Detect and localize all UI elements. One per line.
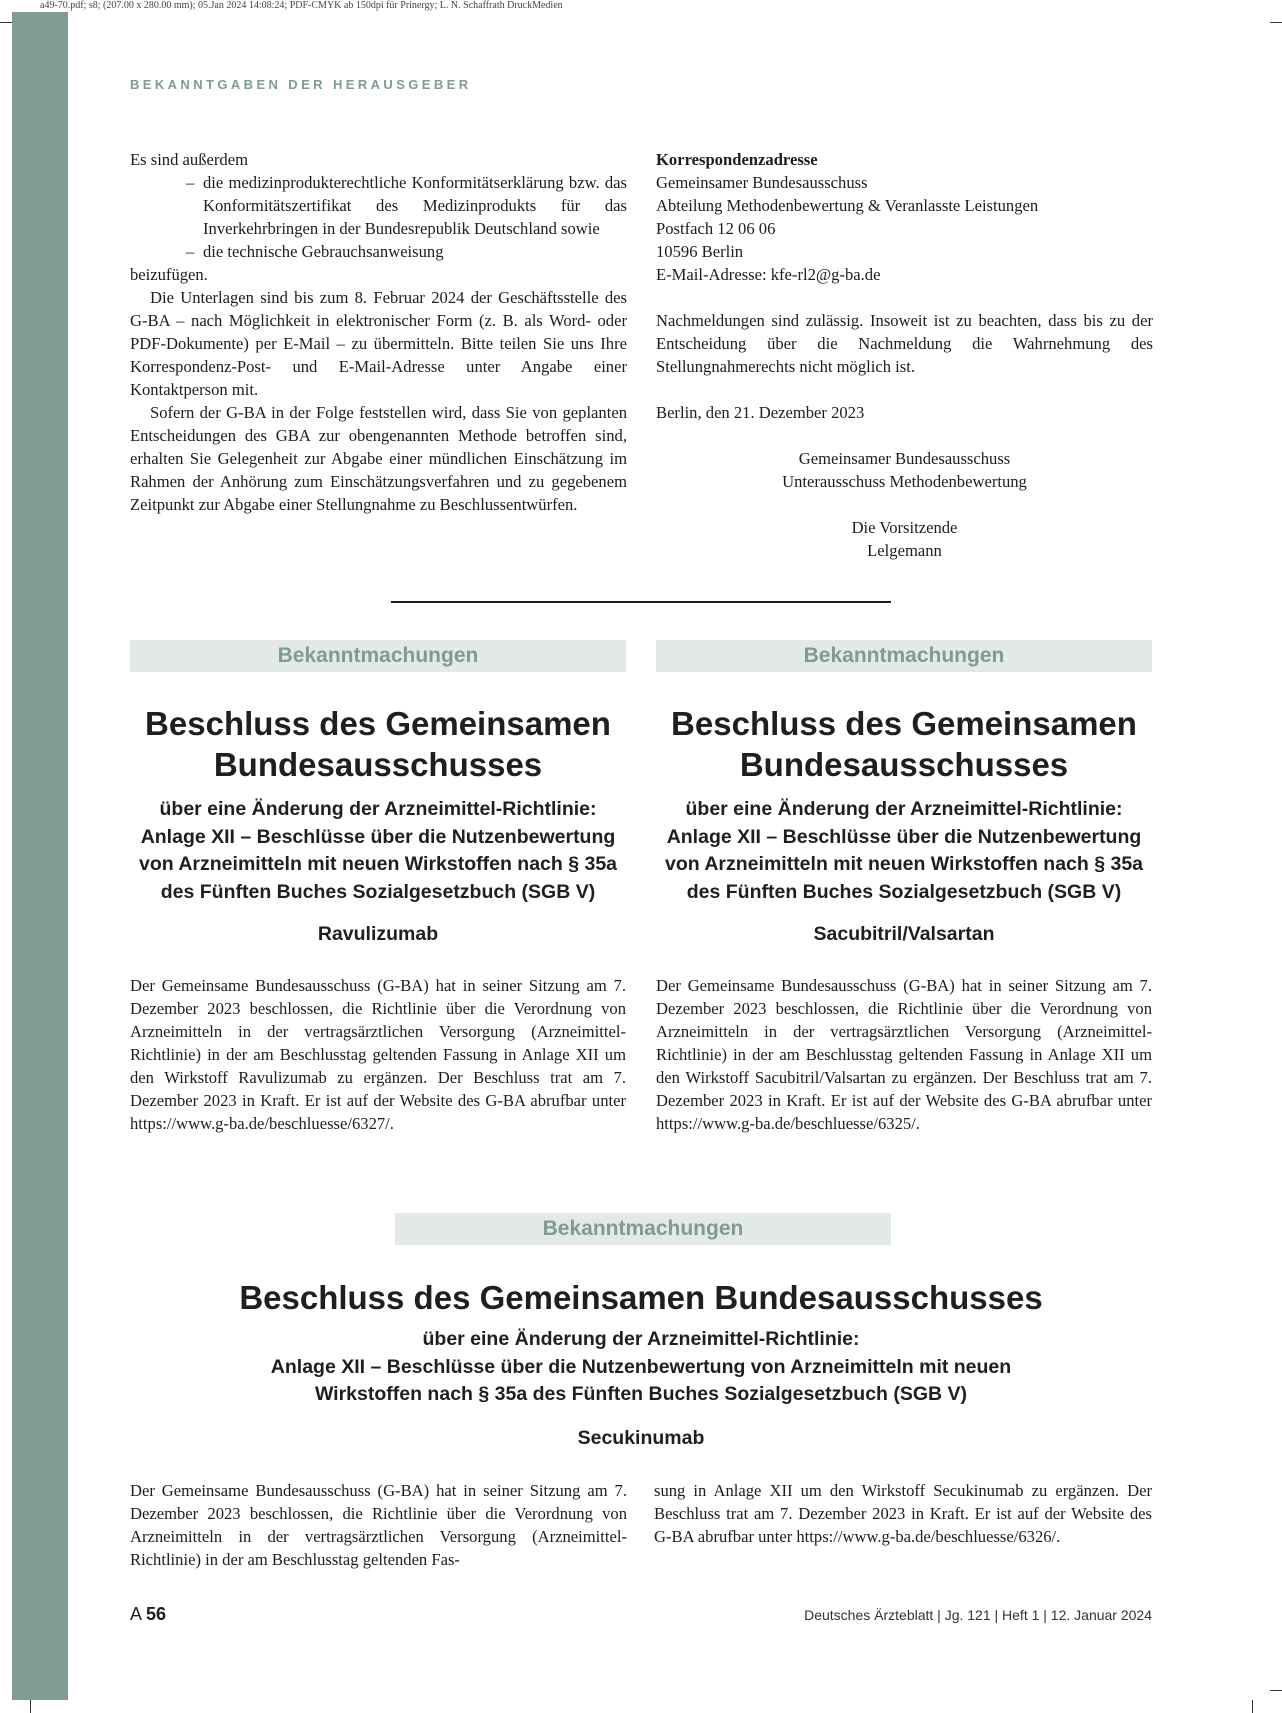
journal-info: Deutsches Ärzteblatt | Jg. 121 | Heft 1 | 12. Januar 2024 (804, 1607, 1152, 1623)
subtitle-line: des Fünften Buches Sozialgesetzbuch (SGB V) (686, 880, 1122, 903)
title-line: Beschluss des Gemeinsamen (145, 705, 611, 742)
address-heading: Korrespondenzadresse (656, 150, 818, 169)
signature-org: Unterausschuss Methodenbewertung (782, 472, 1027, 491)
subtitle-line: über eine Änderung der Arzneimittel-Richtlinie: (159, 798, 597, 820)
list-item: – die medizinprodukterechtliche Konformitätserklärung bzw. das Konformitätszertifikat des Medizinprodukts für das Inverkehrbringen in der Bundesrepublik Deutschland sowie (186, 173, 627, 238)
title-line: Beschluss des Gemeinsamen (671, 705, 1137, 742)
subtitle-line: Anlage XII – Beschlüsse über die Nutzenbewertung von Arzneimitteln mit neuen (270, 1355, 1012, 1378)
address-line: Gemeinsamer Bundesausschuss (656, 173, 868, 192)
title-line: Bundesausschusses (739, 746, 1069, 783)
list-item-text: die medizinprodukterechtliche Konformitätserklärung bzw. das Konformitätszertifikat des Medizinprodukts für das Inverkehrbringen in der Bundesrepublik Deutschland sowie (203, 173, 627, 238)
section-tag: Bekanntmachungen (656, 640, 1152, 672)
notice-body-left: Der Gemeinsame Bundesausschuss (G-BA) hat in seiner Sitzung am 7. Dezember 2023 beschlossen, die Richtlinie über die Verordnung von Arzneimitteln in der vertragsärztlichen Versorgung (Arzneimittel-Richtlinie) in der am Beschlusstag geltenden Fas- (130, 1481, 627, 1569)
subtitle-line: von Arzneimitteln mit neuen Wirkstoffen nach § 35a (138, 853, 618, 875)
top-right-column (656, 148, 1153, 562)
page-number-value: 56 (146, 1604, 167, 1624)
subtitle-line: von Arzneimitteln mit neuen Wirkstoffen nach § 35a (664, 853, 1144, 875)
title-line: Beschluss des Gemeinsamen Bundesausschusses (239, 1279, 1043, 1316)
notice-body: Der Gemeinsame Bundesausschuss (G-BA) hat in seiner Sitzung am 7. Dezember 2023 beschlossen, die Richtlinie über die Verordnung von Arzneimitteln in der vertragsärztlichen Versorgung (Arzneimittel-Richtlinie) in der am Beschlusstag geltenden Fassung in Anlage XII um den Wirkstoff Ravulizumab zu ergänzen. Der Beschluss trat am 7. Dezember 2023 in Kraft. Er ist auf der Website des G-BA abrufbar unter https://www.g-ba.de/beschluesse/6327/. (130, 976, 626, 1133)
signature-name: Lelgemann (867, 541, 942, 560)
notice-title (130, 703, 626, 785)
outro-text: beizufügen. (130, 265, 208, 284)
subtitle-line: des Fünften Buches Sozialgesetzbuch (SGB V) (160, 880, 596, 903)
subtitle-line: Anlage XII – Beschlüsse über die Nutzenbewertung (666, 825, 1142, 848)
section-tag: Bekanntmachungen (395, 1213, 891, 1245)
notice-body: Der Gemeinsame Bundesausschuss (G-BA) hat in seiner Sitzung am 7. Dezember 2023 beschlossen, die Richtlinie über die Verordnung von Arzneimitteln in der vertragsärztlichen Versorgung (Arzneimittel-Richtlinie) in der am Beschlusstag geltenden Fassung in Anlage XII um den Wirkstoff Sacubitril/Valsartan zu ergänzen. Der Beschluss trat am 7. Dezember 2023 in Kraft. Er ist auf der Website des G-BA abrufbar unter https://www.g-ba.de/beschluesse/6325/. (656, 976, 1152, 1133)
substance-name: Ravulizumab (317, 923, 439, 945)
top-left-column (130, 148, 627, 516)
note-text: Nachmeldungen sind zulässig. Insoweit ist zu beachten, dass bis zu der Entscheidung über die Nachmeldung die Wahrnehmung des Stellungnahmerechts nicht möglich ist. (656, 311, 1153, 376)
subtitle-line: Wirkstoffen nach § 35a des Fünften Buches Sozialgesetzbuch (SGB V) (314, 1383, 968, 1405)
signature-title: Die Vorsitzende (851, 518, 958, 537)
page-number (130, 1604, 166, 1625)
email-line: E-Mail-Adresse: kfe-rl2@g-ba.de (656, 265, 881, 284)
crop-mark (30, 1700, 31, 1713)
notice-subtitle (120, 796, 636, 906)
page-prefix: A (130, 1604, 142, 1624)
subtitle-line: Anlage XII – Beschlüsse über die Nutzenbewertung (140, 825, 616, 848)
substance-name: Sacubitril/Valsartan (813, 923, 995, 945)
section-tag: Bekanntmachungen (130, 640, 626, 672)
address-line: 10596 Berlin (656, 242, 744, 261)
notice-body-right: sung in Anlage XII um den Wirkstoff Secukinumab zu ergänzen. Der Beschluss trat am 7. Dezember 2023 in Kraft. Er ist auf der Website des G-BA abrufbar unter https://www.g-ba.de/beschluesse/6326/. (654, 1481, 1152, 1546)
crop-mark (0, 22, 12, 23)
crop-mark (1270, 1690, 1282, 1691)
subtitle-line: über eine Änderung der Arzneimittel-Richtlinie: (685, 798, 1123, 820)
notice-subtitle (646, 796, 1162, 906)
print-slug: a49-70.pdf; s8; (207.00 x 280.00 mm); 05.Jan 2024 14:08:24; PDF-CMYK ab 150dpi für Prinergy; L. N. Schaffrath DruckMedien (40, 0, 563, 11)
date-line: Berlin, den 21. Dezember 2023 (656, 403, 865, 422)
paragraph: Die Unterlagen sind bis zum 8. Februar 2024 der Geschäftsstelle des G-BA – nach Möglichkeit in elektronischer Form (z. B. als Word- oder PDF-Dokumente) per E-Mail – zu übermitteln. Bitte teilen Sie uns Ihre Korrespondenz-Post- und E-Mail-Adresse unter Angabe einer Kontaktperson mit. (130, 288, 627, 399)
crop-mark (1270, 22, 1282, 23)
intro-text: Es sind außerdem (130, 150, 248, 169)
address-line: Postfach 12 06 06 (656, 219, 776, 238)
section-divider (391, 601, 891, 603)
subtitle-line: über eine Änderung der Arzneimittel-Richtlinie: (422, 1328, 860, 1350)
title-line: Bundesausschusses (213, 746, 543, 783)
address-line: Abteilung Methodenbewertung & Veranlasste Leistungen (656, 196, 1039, 215)
running-head: BEKANNTGABEN DER HERAUSGEBER (130, 77, 472, 92)
substance-name: Secukinumab (577, 1427, 705, 1449)
side-color-bar (12, 12, 68, 1700)
paragraph: Sofern der G-BA in der Folge feststellen wird, dass Sie von geplanten Entscheidungen des GBA zur obengenannten Methode betroffen sind, erhalten Sie Gelegenheit zur Abgabe einer mündlichen Einschätzung im Rahmen der Anhörung zum Einschätzungsverfahren und zu gegebenem Zeitpunkt zur Abgabe einer Stellungnahme zu Beschlussentwürfen. (130, 403, 627, 514)
notice-title (656, 703, 1152, 785)
notice-title (130, 1277, 1152, 1318)
notice-subtitle (130, 1326, 1152, 1409)
crop-mark (1252, 1700, 1253, 1713)
signature-org: Gemeinsamer Bundesausschuss (798, 449, 1011, 468)
list-item: – die technische Gebrauchsanweisung (130, 240, 627, 263)
list-item-text: die technische Gebrauchsanweisung (203, 242, 444, 261)
